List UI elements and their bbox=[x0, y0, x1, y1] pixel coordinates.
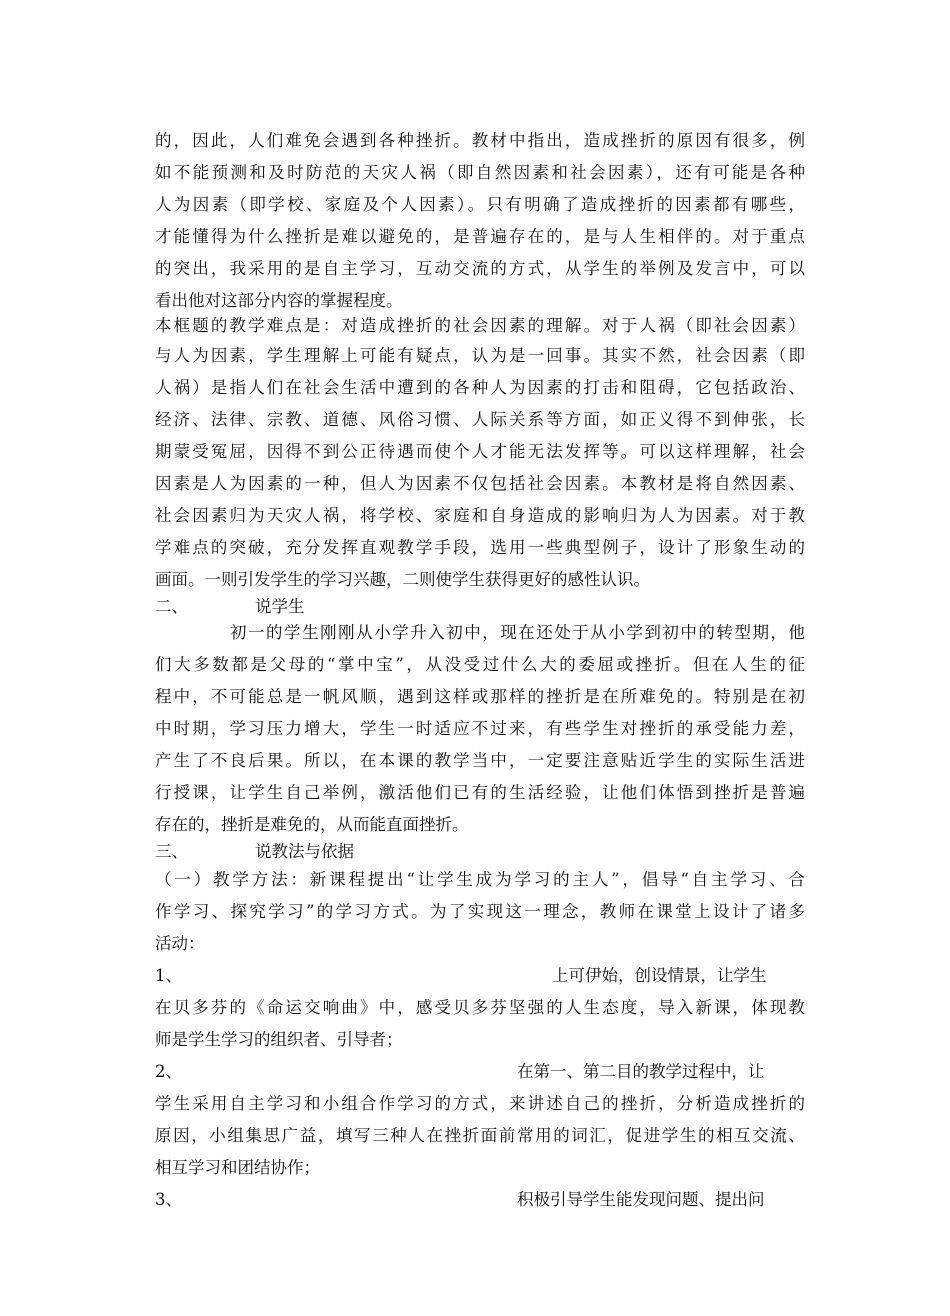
text-line: 行授课，让学生自己举例，激活他们已有的生活经验，让他们体悟到挫折是普遍 bbox=[155, 783, 805, 802]
text-line: 学生采用自主学习和小组合作学习的方式，来讲述自己的挫折，分析造成挫折的 bbox=[155, 1094, 805, 1113]
list-text: 积极引导学生能发现问题、提出问 bbox=[517, 1190, 765, 1209]
text-line: 产生了不良后果。所以，在本课的教学当中，一定要注意贴近学生的实际生活进 bbox=[155, 751, 805, 770]
text-line: （一）教学方法：新课程提出“让学生成为学习的主人”，倡导“自主学习、合 bbox=[155, 870, 805, 889]
section-heading bbox=[155, 593, 805, 620]
text-line: 社会因素归为天灾人祸，将学校、家庭和自身造成的影响归为人为因素。对于教 bbox=[155, 506, 805, 525]
text-line: 存在的，挫折是难免的，从而能直面挫折。 bbox=[155, 815, 469, 834]
text-line: 人祸）是指人们在社会生活中遭到的各种人为因素的打击和阻碍，它包括政治、 bbox=[155, 378, 805, 397]
text-line: 原因，小组集思广益，填写三种人在挫折面前常用的词汇，促进学生的相互交流、 bbox=[155, 1126, 805, 1145]
section-number: 三、 bbox=[155, 842, 188, 861]
text-line-content: 初一的学生刚刚从小学升入初中，现在还处于从小学到初中的转型期，他 bbox=[230, 623, 805, 642]
text-line bbox=[155, 619, 805, 646]
text-line: 看出他对这部分内容的掌握程度。 bbox=[155, 291, 403, 310]
text-line: 的，因此，人们难免会遇到各种挫折。教材中指出，造成挫折的原因有很多，例 bbox=[155, 131, 805, 150]
text-line: 本框题的教学难点是：对造成挫折的社会因素的理解。对于人祸（即社会因素） bbox=[155, 316, 805, 335]
text-line: 经济、法律、宗教、道德、风俗习惯、人际关系等方面，如正义得不到伸张，长 bbox=[155, 410, 805, 429]
text-line: 程中，不可能总是一帆风顺，遇到这样或那样的挫折是在所难免的。特别是在初 bbox=[155, 687, 805, 706]
list-number: 2、 bbox=[155, 1062, 182, 1081]
list-number: 1、 bbox=[155, 966, 182, 985]
list-item bbox=[155, 962, 805, 989]
list-text: 上可伊始，创设情景，让学生 bbox=[552, 966, 767, 985]
text-line: 画面。一则引发学生的学习兴趣，二则使学生获得更好的感性认识。 bbox=[155, 570, 650, 589]
section-title: 说教法与依据 bbox=[255, 842, 354, 861]
text-line: 们大多数都是父母的“掌中宝”，从没受过什么大的委屈或挫折。但在人生的征 bbox=[155, 655, 805, 674]
text-line: 在贝多芬的《命运交响曲》中，感受贝多芬坚强的人生态度，导入新课，体现教 bbox=[155, 998, 805, 1017]
text-line: 如不能预测和及时防范的天灾人祸（即自然因素和社会因素），还有可能是各种 bbox=[155, 163, 805, 182]
text-line: 的突出，我采用的是自主学习，互动交流的方式，从学生的举例及发言中，可以 bbox=[155, 259, 805, 278]
text-line: 期蒙受冤屈，因得不到公正待遇而使个人才能无法发挥等。可以这样理解，社会 bbox=[155, 442, 805, 461]
section-heading bbox=[155, 838, 805, 865]
list-number: 3、 bbox=[155, 1190, 182, 1209]
text-line: 相互学习和团结协作； bbox=[155, 1158, 320, 1177]
text-line: 师是学生学习的组织者、引导者； bbox=[155, 1030, 403, 1049]
section-title: 说学生 bbox=[255, 597, 305, 616]
text-line: 与人为因素，学生理解上可能有疑点，认为是一回事。其实不然，社会因素（即 bbox=[155, 346, 805, 365]
text-line: 因素是人为因素的一种，但人为因素不仅包括社会因素。本教材是将自然因素、 bbox=[155, 474, 805, 493]
list-text: 在第一、第二目的教学过程中，让 bbox=[517, 1062, 765, 1081]
list-item bbox=[155, 1186, 805, 1213]
section-number: 二、 bbox=[155, 597, 188, 616]
text-line: 学难点的突破，充分发挥直观教学手段，选用一些典型例子，设计了形象生动的 bbox=[155, 538, 805, 557]
list-item bbox=[155, 1058, 805, 1085]
text-line: 中时期，学习压力增大，学生一时适应不过来，有些学生对挫折的承受能力差， bbox=[155, 719, 805, 738]
text-line: 活动： bbox=[155, 934, 205, 953]
text-line: 人为因素（即学校、家庭及个人因素）。只有明确了造成挫折的因素都有哪些， bbox=[155, 195, 805, 214]
text-line: 作学习、探究学习”的学习方式。为了实现这一理念，教师在课堂上设计了诸多 bbox=[155, 902, 805, 921]
text-line: 才能懂得为什么挫折是难以避免的，是普遍存在的，是与人生相伴的。对于重点 bbox=[155, 227, 805, 246]
